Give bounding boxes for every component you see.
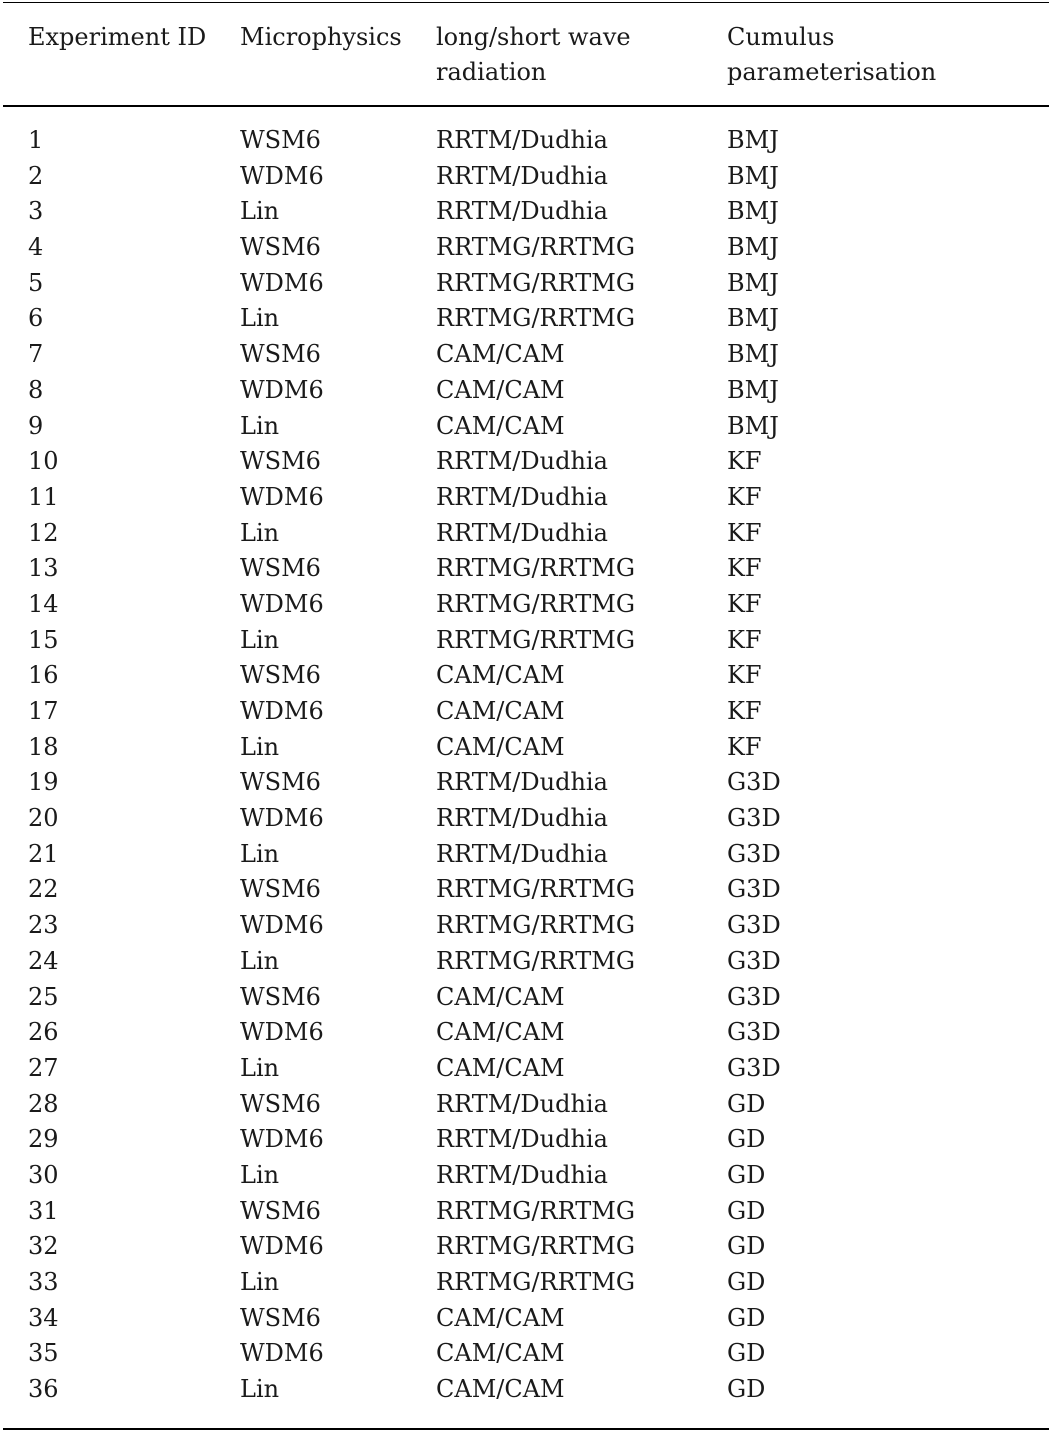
- cell-radiation: RRTMG/RRTMG: [436, 554, 636, 583]
- table-row: [3, 1087, 1049, 1123]
- cell-experiment-id: 11: [28, 482, 59, 511]
- cell-microphysics: WSM6: [240, 768, 321, 797]
- cell-cumulus: GD: [727, 1232, 766, 1261]
- cell-microphysics: WSM6: [240, 982, 321, 1011]
- cell-cumulus: KF: [727, 732, 762, 761]
- cell-experiment-id: 35: [28, 1339, 59, 1368]
- cell-microphysics: WDM6: [240, 161, 324, 190]
- cell-experiment-id: 3: [28, 197, 44, 226]
- table-row: [3, 872, 1049, 908]
- cell-microphysics: WDM6: [240, 1125, 324, 1154]
- header-experiment-id: Experiment ID: [28, 23, 207, 51]
- cell-microphysics: WDM6: [240, 375, 324, 404]
- cell-microphysics: WSM6: [240, 1196, 321, 1225]
- table-row: [3, 1265, 1049, 1301]
- table-row: [3, 980, 1049, 1016]
- table-header-rule: [3, 105, 1049, 107]
- cell-microphysics: WDM6: [240, 268, 324, 297]
- table-row: [3, 409, 1049, 445]
- cell-radiation: CAM/CAM: [436, 732, 565, 761]
- cell-cumulus: KF: [727, 518, 762, 547]
- cell-microphysics: WDM6: [240, 911, 324, 940]
- table-row: [3, 1336, 1049, 1372]
- cell-microphysics: WDM6: [240, 589, 324, 618]
- header-microphysics: Microphysics: [240, 23, 402, 51]
- cell-experiment-id: 23: [28, 911, 59, 940]
- cell-experiment-id: 29: [28, 1125, 59, 1154]
- cell-microphysics: Lin: [240, 197, 280, 226]
- cell-experiment-id: 4: [28, 233, 44, 262]
- cell-radiation: RRTMG/RRTMG: [436, 625, 636, 654]
- table-row: [3, 1194, 1049, 1230]
- cell-experiment-id: 6: [28, 304, 44, 333]
- cell-microphysics: WSM6: [240, 875, 321, 904]
- cell-radiation: RRTM/Dudhia: [436, 518, 608, 547]
- cell-microphysics: WSM6: [240, 447, 321, 476]
- table-row: [3, 159, 1049, 195]
- cell-cumulus: G3D: [727, 1018, 781, 1047]
- cell-radiation: RRTMG/RRTMG: [436, 911, 636, 940]
- cell-experiment-id: 26: [28, 1018, 59, 1047]
- table-row: [3, 194, 1049, 230]
- cell-cumulus: G3D: [727, 839, 781, 868]
- table-header: [3, 20, 1049, 100]
- cell-microphysics: WDM6: [240, 482, 324, 511]
- cell-cumulus: G3D: [727, 804, 781, 833]
- cell-microphysics: Lin: [240, 732, 280, 761]
- cell-cumulus: GD: [727, 1125, 766, 1154]
- cell-radiation: RRTM/Dudhia: [436, 447, 608, 476]
- table-row: [3, 587, 1049, 623]
- cell-cumulus: BMJ: [727, 233, 779, 262]
- cell-radiation: RRTMG/RRTMG: [436, 268, 636, 297]
- cell-radiation: CAM/CAM: [436, 1018, 565, 1047]
- cell-experiment-id: 34: [28, 1303, 59, 1332]
- cell-radiation: RRTM/Dudhia: [436, 768, 608, 797]
- cell-microphysics: WDM6: [240, 697, 324, 725]
- cell-cumulus: KF: [727, 482, 762, 511]
- cell-radiation: CAM/CAM: [436, 982, 565, 1011]
- table-row: [3, 230, 1049, 266]
- cell-radiation: CAM/CAM: [436, 340, 565, 369]
- cell-experiment-id: 10: [28, 447, 59, 476]
- cell-cumulus: KF: [727, 625, 762, 654]
- cell-radiation: RRTMG/RRTMG: [436, 946, 636, 975]
- cell-experiment-id: 18: [28, 732, 59, 761]
- cell-experiment-id: 13: [28, 554, 59, 583]
- cell-cumulus: GD: [727, 1268, 766, 1296]
- cell-cumulus: GD: [727, 1196, 766, 1225]
- header-radiation: long/short wave radiation: [436, 23, 631, 86]
- cell-microphysics: WSM6: [240, 554, 321, 583]
- cell-cumulus: G3D: [727, 946, 781, 975]
- cell-microphysics: Lin: [240, 1160, 280, 1189]
- cell-radiation: CAM/CAM: [436, 1375, 565, 1404]
- cell-radiation: CAM/CAM: [436, 1053, 565, 1082]
- table-row: [3, 908, 1049, 944]
- cell-cumulus: GD: [727, 1160, 766, 1189]
- cell-experiment-id: 24: [28, 946, 59, 975]
- cell-microphysics: Lin: [240, 839, 280, 868]
- table-top-rule: [3, 2, 1049, 3]
- cell-cumulus: BMJ: [727, 268, 779, 297]
- cell-experiment-id: 31: [28, 1196, 59, 1225]
- cell-radiation: RRTM/Dudhia: [436, 197, 608, 226]
- cell-microphysics: Lin: [240, 1268, 280, 1296]
- cell-microphysics: WSM6: [240, 126, 321, 154]
- cell-experiment-id: 12: [28, 518, 59, 547]
- cell-radiation: RRTM/Dudhia: [436, 161, 608, 190]
- cell-experiment-id: 19: [28, 768, 59, 797]
- cell-experiment-id: 17: [28, 697, 59, 725]
- cell-experiment-id: 25: [28, 982, 59, 1011]
- cell-radiation: RRTMG/RRTMG: [436, 589, 636, 618]
- table-row: [3, 837, 1049, 873]
- cell-radiation: RRTMG/RRTMG: [436, 1232, 636, 1261]
- cell-cumulus: KF: [727, 661, 762, 690]
- cell-radiation: RRTMG/RRTMG: [436, 304, 636, 333]
- cell-radiation: RRTM/Dudhia: [436, 126, 608, 154]
- cell-microphysics: WDM6: [240, 1018, 324, 1047]
- cell-experiment-id: 8: [28, 375, 44, 404]
- cell-radiation: RRTM/Dudhia: [436, 804, 608, 833]
- cell-microphysics: Lin: [240, 1375, 280, 1404]
- table-row: [3, 1301, 1049, 1337]
- table-row: [3, 301, 1049, 337]
- cell-cumulus: KF: [727, 697, 762, 725]
- table-row: [3, 337, 1049, 373]
- cell-radiation: RRTMG/RRTMG: [436, 1268, 636, 1296]
- cell-radiation: CAM/CAM: [436, 411, 565, 440]
- cell-cumulus: BMJ: [727, 126, 779, 154]
- cell-cumulus: G3D: [727, 911, 781, 940]
- cell-experiment-id: 32: [28, 1232, 59, 1261]
- cell-cumulus: G3D: [727, 1053, 781, 1082]
- cell-experiment-id: 30: [28, 1160, 59, 1189]
- cell-microphysics: Lin: [240, 1053, 280, 1082]
- cell-microphysics: WSM6: [240, 1089, 321, 1118]
- cell-cumulus: KF: [727, 554, 762, 583]
- table-row: [3, 765, 1049, 801]
- cell-radiation: RRTMG/RRTMG: [436, 1196, 636, 1225]
- cell-microphysics: WSM6: [240, 661, 321, 690]
- cell-experiment-id: 21: [28, 839, 59, 868]
- cell-experiment-id: 22: [28, 875, 59, 904]
- header-cumulus: Cumulus parameterisation: [727, 23, 937, 86]
- table-row: [3, 1122, 1049, 1158]
- cell-experiment-id: 7: [28, 340, 44, 369]
- cell-microphysics: WDM6: [240, 804, 324, 833]
- cell-experiment-id: 1: [28, 126, 44, 154]
- cell-experiment-id: 14: [28, 589, 59, 618]
- cell-microphysics: WSM6: [240, 340, 321, 369]
- cell-microphysics: Lin: [240, 411, 280, 440]
- cell-microphysics: Lin: [240, 304, 280, 333]
- cell-radiation: RRTM/Dudhia: [436, 1089, 608, 1118]
- table-row: [3, 1229, 1049, 1265]
- cell-experiment-id: 9: [28, 411, 44, 440]
- table-row: [3, 1158, 1049, 1194]
- cell-experiment-id: 15: [28, 625, 59, 654]
- table-row: [3, 730, 1049, 766]
- cell-radiation: RRTM/Dudhia: [436, 839, 608, 868]
- cell-cumulus: GD: [727, 1303, 766, 1332]
- cell-microphysics: WDM6: [240, 1339, 324, 1368]
- table-row: [3, 623, 1049, 659]
- table-row: [3, 551, 1049, 587]
- cell-experiment-id: 28: [28, 1089, 59, 1118]
- cell-cumulus: G3D: [727, 875, 781, 904]
- table-row: [3, 1372, 1049, 1408]
- table-row: [3, 516, 1049, 552]
- table-row: [3, 944, 1049, 980]
- cell-cumulus: BMJ: [727, 197, 779, 226]
- cell-cumulus: G3D: [727, 768, 781, 797]
- table-row: [3, 480, 1049, 516]
- cell-experiment-id: 2: [28, 161, 44, 190]
- table-row: [3, 801, 1049, 837]
- cell-experiment-id: 16: [28, 661, 59, 690]
- cell-radiation: RRTM/Dudhia: [436, 1160, 608, 1189]
- table-row: [3, 373, 1049, 409]
- cell-experiment-id: 27: [28, 1053, 59, 1082]
- table-row: [3, 694, 1049, 730]
- cell-cumulus: BMJ: [727, 340, 779, 369]
- cell-cumulus: GD: [727, 1375, 766, 1404]
- table-row: [3, 1015, 1049, 1051]
- cell-cumulus: BMJ: [727, 375, 779, 404]
- cell-microphysics: Lin: [240, 518, 280, 547]
- cell-cumulus: GD: [727, 1339, 766, 1368]
- cell-radiation: CAM/CAM: [436, 375, 565, 404]
- cell-radiation: CAM/CAM: [436, 661, 565, 690]
- cell-experiment-id: 33: [28, 1268, 59, 1296]
- cell-microphysics: Lin: [240, 946, 280, 975]
- cell-experiment-id: 20: [28, 804, 59, 833]
- table-body: [3, 123, 1049, 1408]
- table-row: [3, 1051, 1049, 1087]
- cell-cumulus: KF: [727, 447, 762, 476]
- cell-cumulus: BMJ: [727, 411, 779, 440]
- cell-experiment-id: 5: [28, 268, 44, 297]
- table-row: [3, 444, 1049, 480]
- cell-radiation: RRTMG/RRTMG: [436, 233, 636, 262]
- table-row: [3, 658, 1049, 694]
- cell-radiation: RRTMG/RRTMG: [436, 875, 636, 904]
- cell-experiment-id: 36: [28, 1375, 59, 1404]
- cell-microphysics: WDM6: [240, 1232, 324, 1261]
- cell-radiation: CAM/CAM: [436, 1339, 565, 1368]
- cell-radiation: CAM/CAM: [436, 1303, 565, 1332]
- table-bottom-rule: [3, 1428, 1049, 1430]
- cell-cumulus: G3D: [727, 982, 781, 1011]
- cell-radiation: RRTM/Dudhia: [436, 482, 608, 511]
- cell-cumulus: GD: [727, 1089, 766, 1118]
- table-row: [3, 266, 1049, 302]
- cell-microphysics: Lin: [240, 625, 280, 654]
- cell-radiation: RRTM/Dudhia: [436, 1125, 608, 1154]
- cell-microphysics: WSM6: [240, 1303, 321, 1332]
- cell-cumulus: BMJ: [727, 161, 779, 190]
- cell-microphysics: WSM6: [240, 233, 321, 262]
- cell-radiation: CAM/CAM: [436, 697, 565, 725]
- cell-cumulus: BMJ: [727, 304, 779, 333]
- table-row: [3, 123, 1049, 159]
- cell-cumulus: KF: [727, 589, 762, 618]
